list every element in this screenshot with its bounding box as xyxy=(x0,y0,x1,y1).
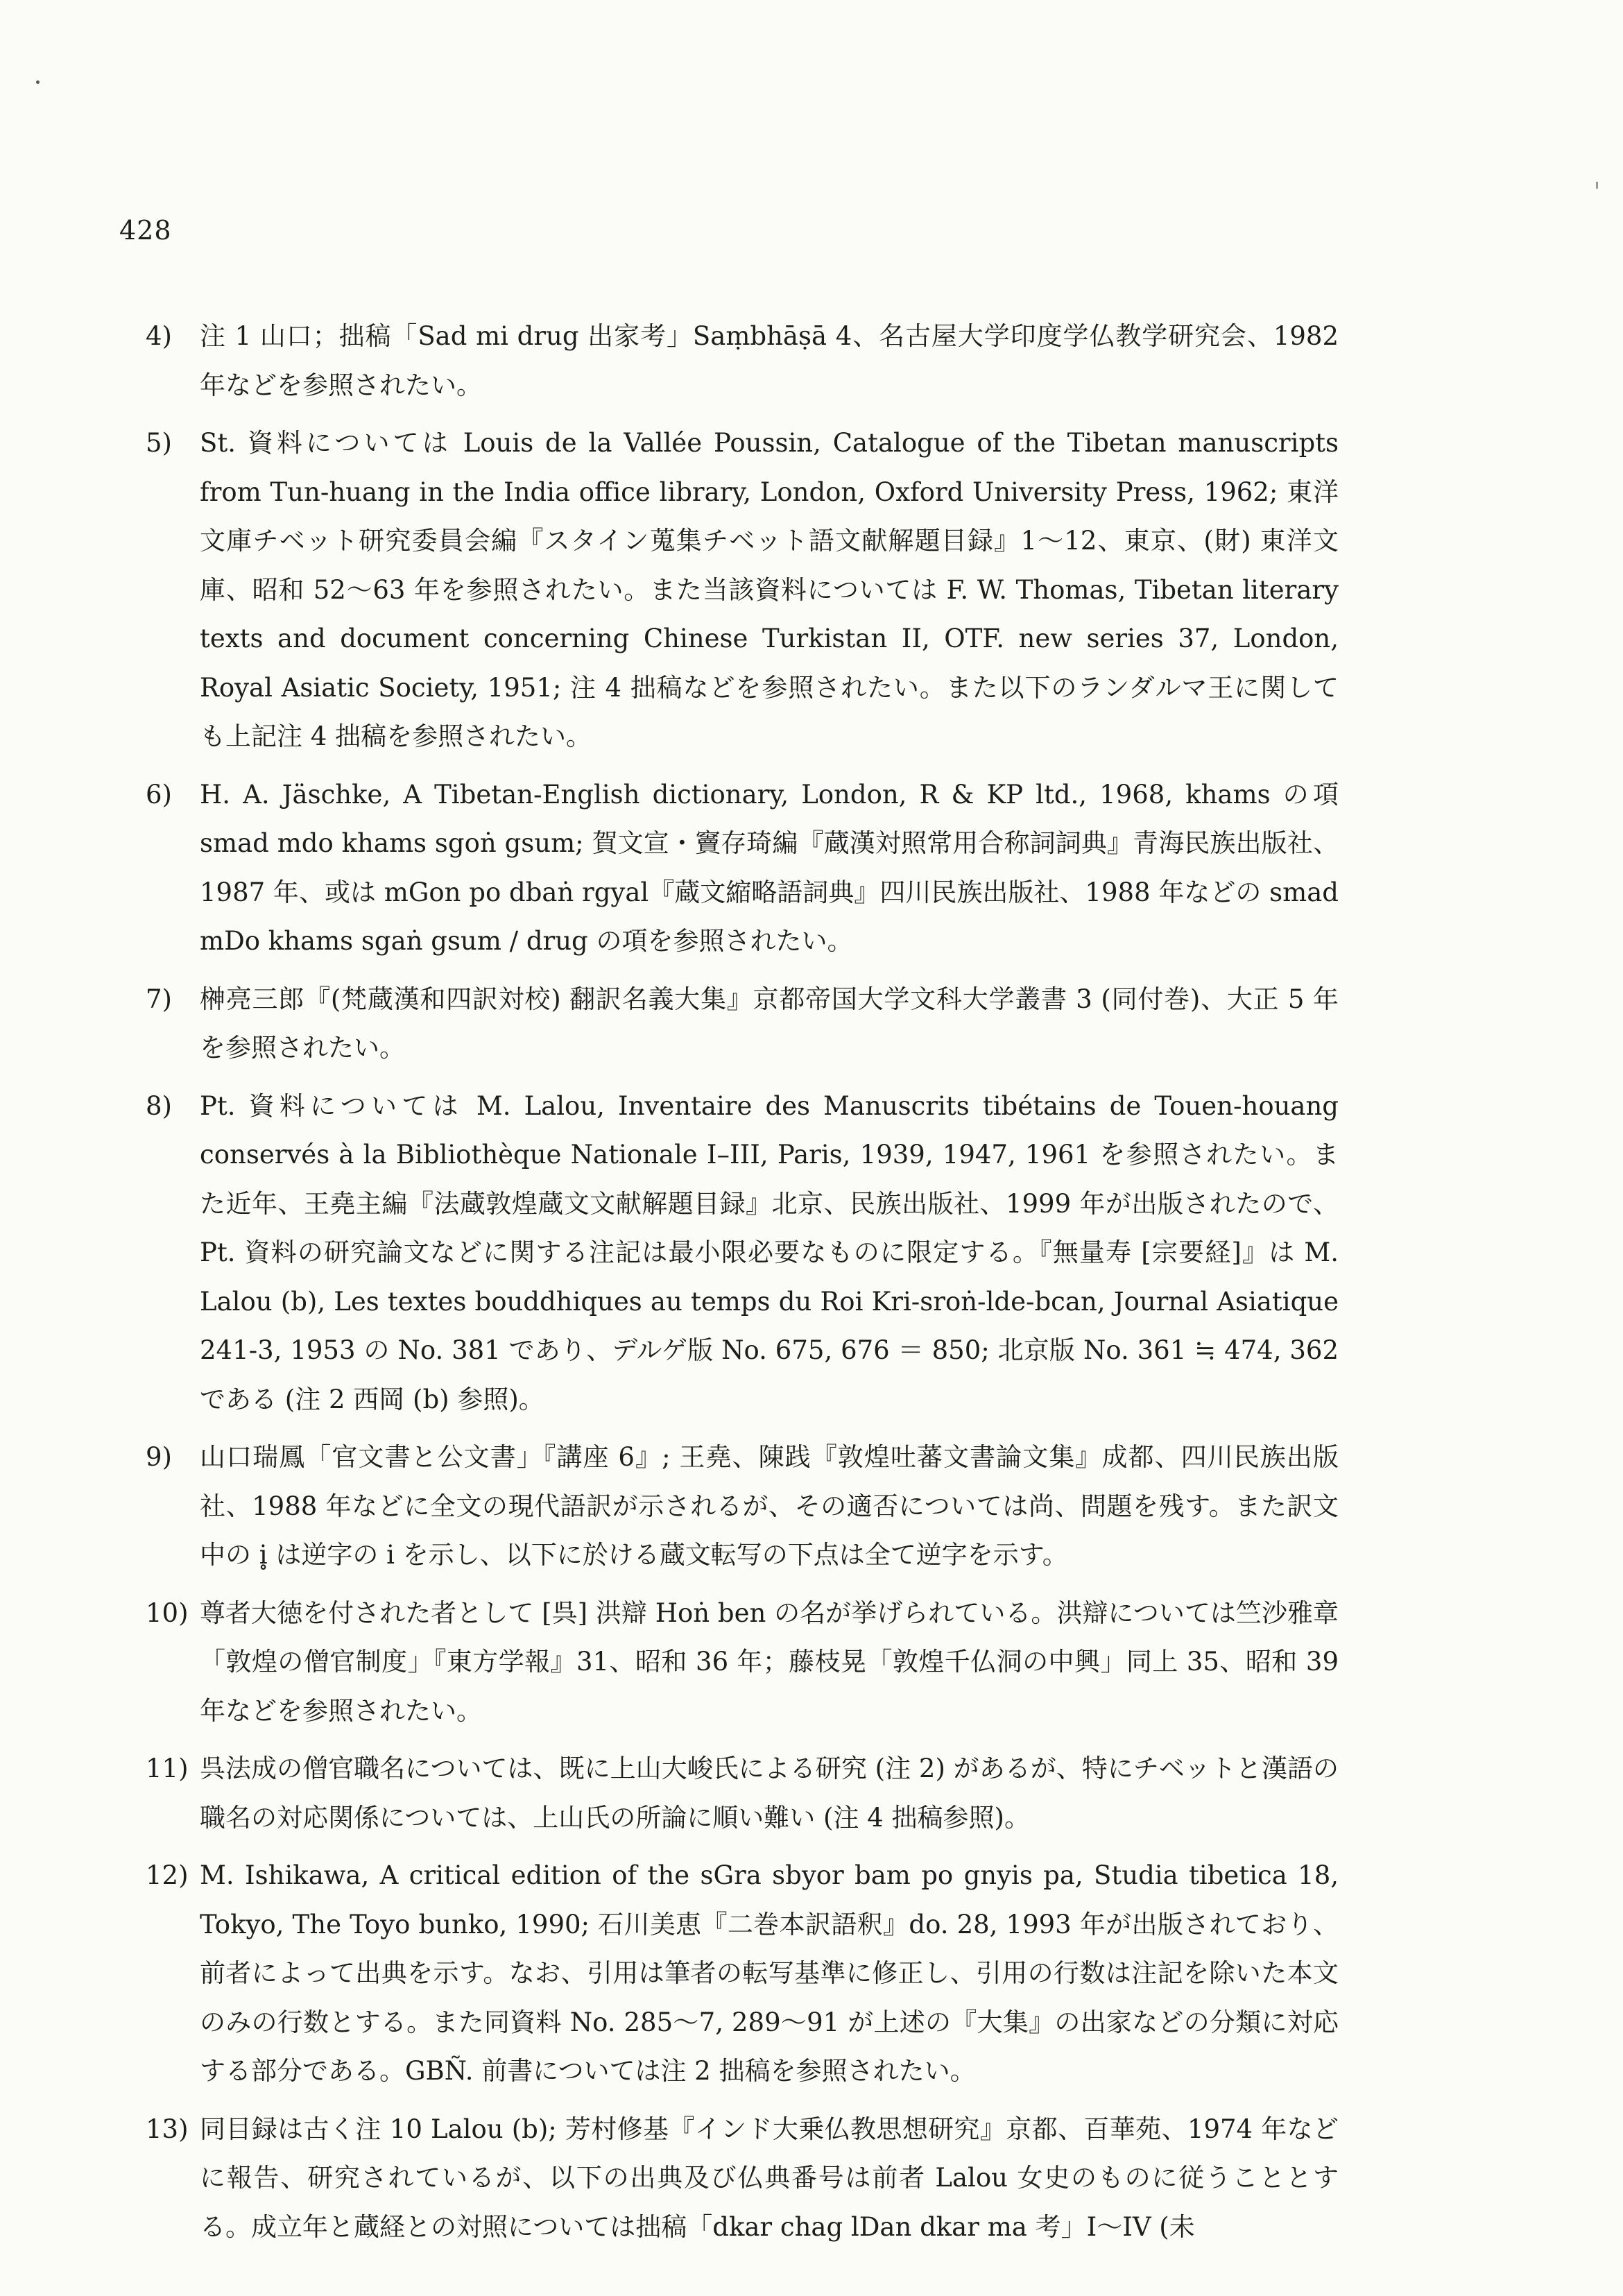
note-number: 11) xyxy=(146,1754,189,1783)
note-text: M. Ishikawa, A critical edition of the sGra sbyor bam po gnyis pa, Studia tibetica 18, Tokyo, The Toyo bunko, 1990; 石川美恵『二巻本訳語釈』do. 28, 1993 年が出版されており、前者によって出典を示す。なお、引用は筆者の転写基準に修正し、引用の行数は注記を除いた本文のみの行数とする。また同資料 No. 285〜7, 289〜91 が上述の『大集』の出家などの分類に対応する部分である。GBÑ. 前書については注 2 拙稿を参照されたい。 xyxy=(200,1860,1339,2086)
note-8 xyxy=(146,1082,1339,1425)
note-text: Pt. 資料については M. Lalou, Inventaire des Manuscrits tibétains de Touen-houang conservés à la Bibliothèque Nationale I–III, Paris, 1939, 1947, 1961 を参照されたい。また近年、王堯主編『法蔵敦煌蔵文文献解題目録』北京、民族出版社、1999 年が出版されたので、Pt. 資料の研究論文などに関する注記は最小限必要なものに限定する。『無量寿 [宗要経]』は M. Lalou (b), Les textes bouddhiques au temps du Roi Kri-sroṅ-lde-bcan, Journal Asiatique 241-3, 1953 の No. 381 であり、デルゲ版 No. 675, 676 ＝ 850; 北京版 No. 361 ≒ 474, 362 である (注 2 西岡 (b) 参照)。 xyxy=(200,1090,1339,1414)
note-number: 12) xyxy=(146,1860,189,1890)
note-12 xyxy=(146,1851,1339,2096)
note-number: 13) xyxy=(146,2114,189,2144)
note-text: St. 資料については Louis de la Vallée Poussin, Catalogue of the Tibetan manuscripts from Tun-huang in the India office library, London, Oxford University Press, 1962; 東洋文庫チベット研究委員会編『スタイン蒐集チベット語文献解題目録』1〜12、東京、(財) 東洋文庫、昭和 52〜63 年を参照されたい。また当該資料については F. W. Thomas, Tibetan literary texts and document concerning Chinese Turkistan II, OTF. new series 37, London, Royal Asiatic Society, 1951; 注 4 拙稿などを参照されたい。また以下のランダルマ王に関しても上記注 4 拙稿を参照されたい。 xyxy=(200,428,1339,751)
note-text: 榊亮三郎『(梵蔵漢和四訳対校) 翻訳名義大集』京都帝国大学文科大学叢書 3 (同付巻)、大正 5 年を参照されたい。 xyxy=(200,984,1339,1063)
note-13 xyxy=(146,2105,1339,2252)
note-text: 呉法成の僧官職名については、既に上山大峻氏による研究 (注 2) があるが、特にチベットと漢語の職名の対応関係については、上山氏の所論に順い難い (注 4 拙稿参照)。 xyxy=(200,1754,1339,1833)
note-number: 6) xyxy=(146,779,172,809)
note-10 xyxy=(146,1589,1339,1736)
endnotes-list xyxy=(146,312,1339,2261)
scan-edge-mark xyxy=(1596,182,1598,189)
note-text: 同目録は古く注 10 Lalou (b); 芳村修基『インド大乗仏教思想研究』京都、百華苑、1974 年などに報告、研究されているが、以下の出典及び仏典番号は前者 Lalou 女史のものに従うこととする。成立年と蔵経との対照については拙稿「dkar chag lDan dkar ma 考」I〜IV (未 xyxy=(200,2114,1339,2242)
note-11 xyxy=(146,1745,1339,1842)
note-number: 7) xyxy=(146,984,172,1014)
note-number: 4) xyxy=(146,321,172,351)
note-9 xyxy=(146,1433,1339,1580)
note-number: 8) xyxy=(146,1090,172,1121)
page-number: 428 xyxy=(119,215,172,246)
note-7 xyxy=(146,975,1339,1073)
scan-speck xyxy=(36,80,40,84)
note-6 xyxy=(146,771,1339,966)
note-number: 9) xyxy=(146,1442,172,1472)
note-number: 10) xyxy=(146,1597,189,1628)
note-number: 5) xyxy=(146,428,172,458)
note-text: H. A. Jäschke, A Tibetan-English dictionary, London, R & KP ltd., 1968, khams の項 smad mdo khams sgoṅ gsum; 賀文宣・竇存琦編『蔵漢対照常用合称詞詞典』青海民族出版社、1987 年、或は mGon po dbaṅ rgyal『蔵文縮略語詞典』四川民族出版社、1988 年などの smad mDo khams sgaṅ gsum / drug の項を参照されたい。 xyxy=(200,779,1339,956)
note-text: 尊者大徳を付された者として [呉] 洪辯 Hoṅ ben の名が挙げられている。洪辯については竺沙雅章「敦煌の僧官制度」『東方学報』31、昭和 36 年；藤枝晃「敦煌千仏洞の中興」同上 35、昭和 39 年などを参照されたい。 xyxy=(200,1597,1339,1726)
note-5 xyxy=(146,419,1339,762)
note-text: 注 1 山口；拙稿「Sad mi drug 出家考」Saṃbhāṣā 4、名古屋大学印度学仏教学研究会、1982 年などを参照されたい。 xyxy=(200,321,1339,400)
note-4 xyxy=(146,312,1339,410)
note-text: 山口瑞鳳「官文書と公文書」『講座 6』; 王堯、陳践『敦煌吐蕃文書論文集』成都、四川民族出版社、1988 年などに全文の現代語訳が示されるが、その適否については尚、問題を残す。また訳文中の i̥ は逆字の i を示し、以下に於ける蔵文転写の下点は全て逆字を示す。 xyxy=(200,1442,1339,1570)
